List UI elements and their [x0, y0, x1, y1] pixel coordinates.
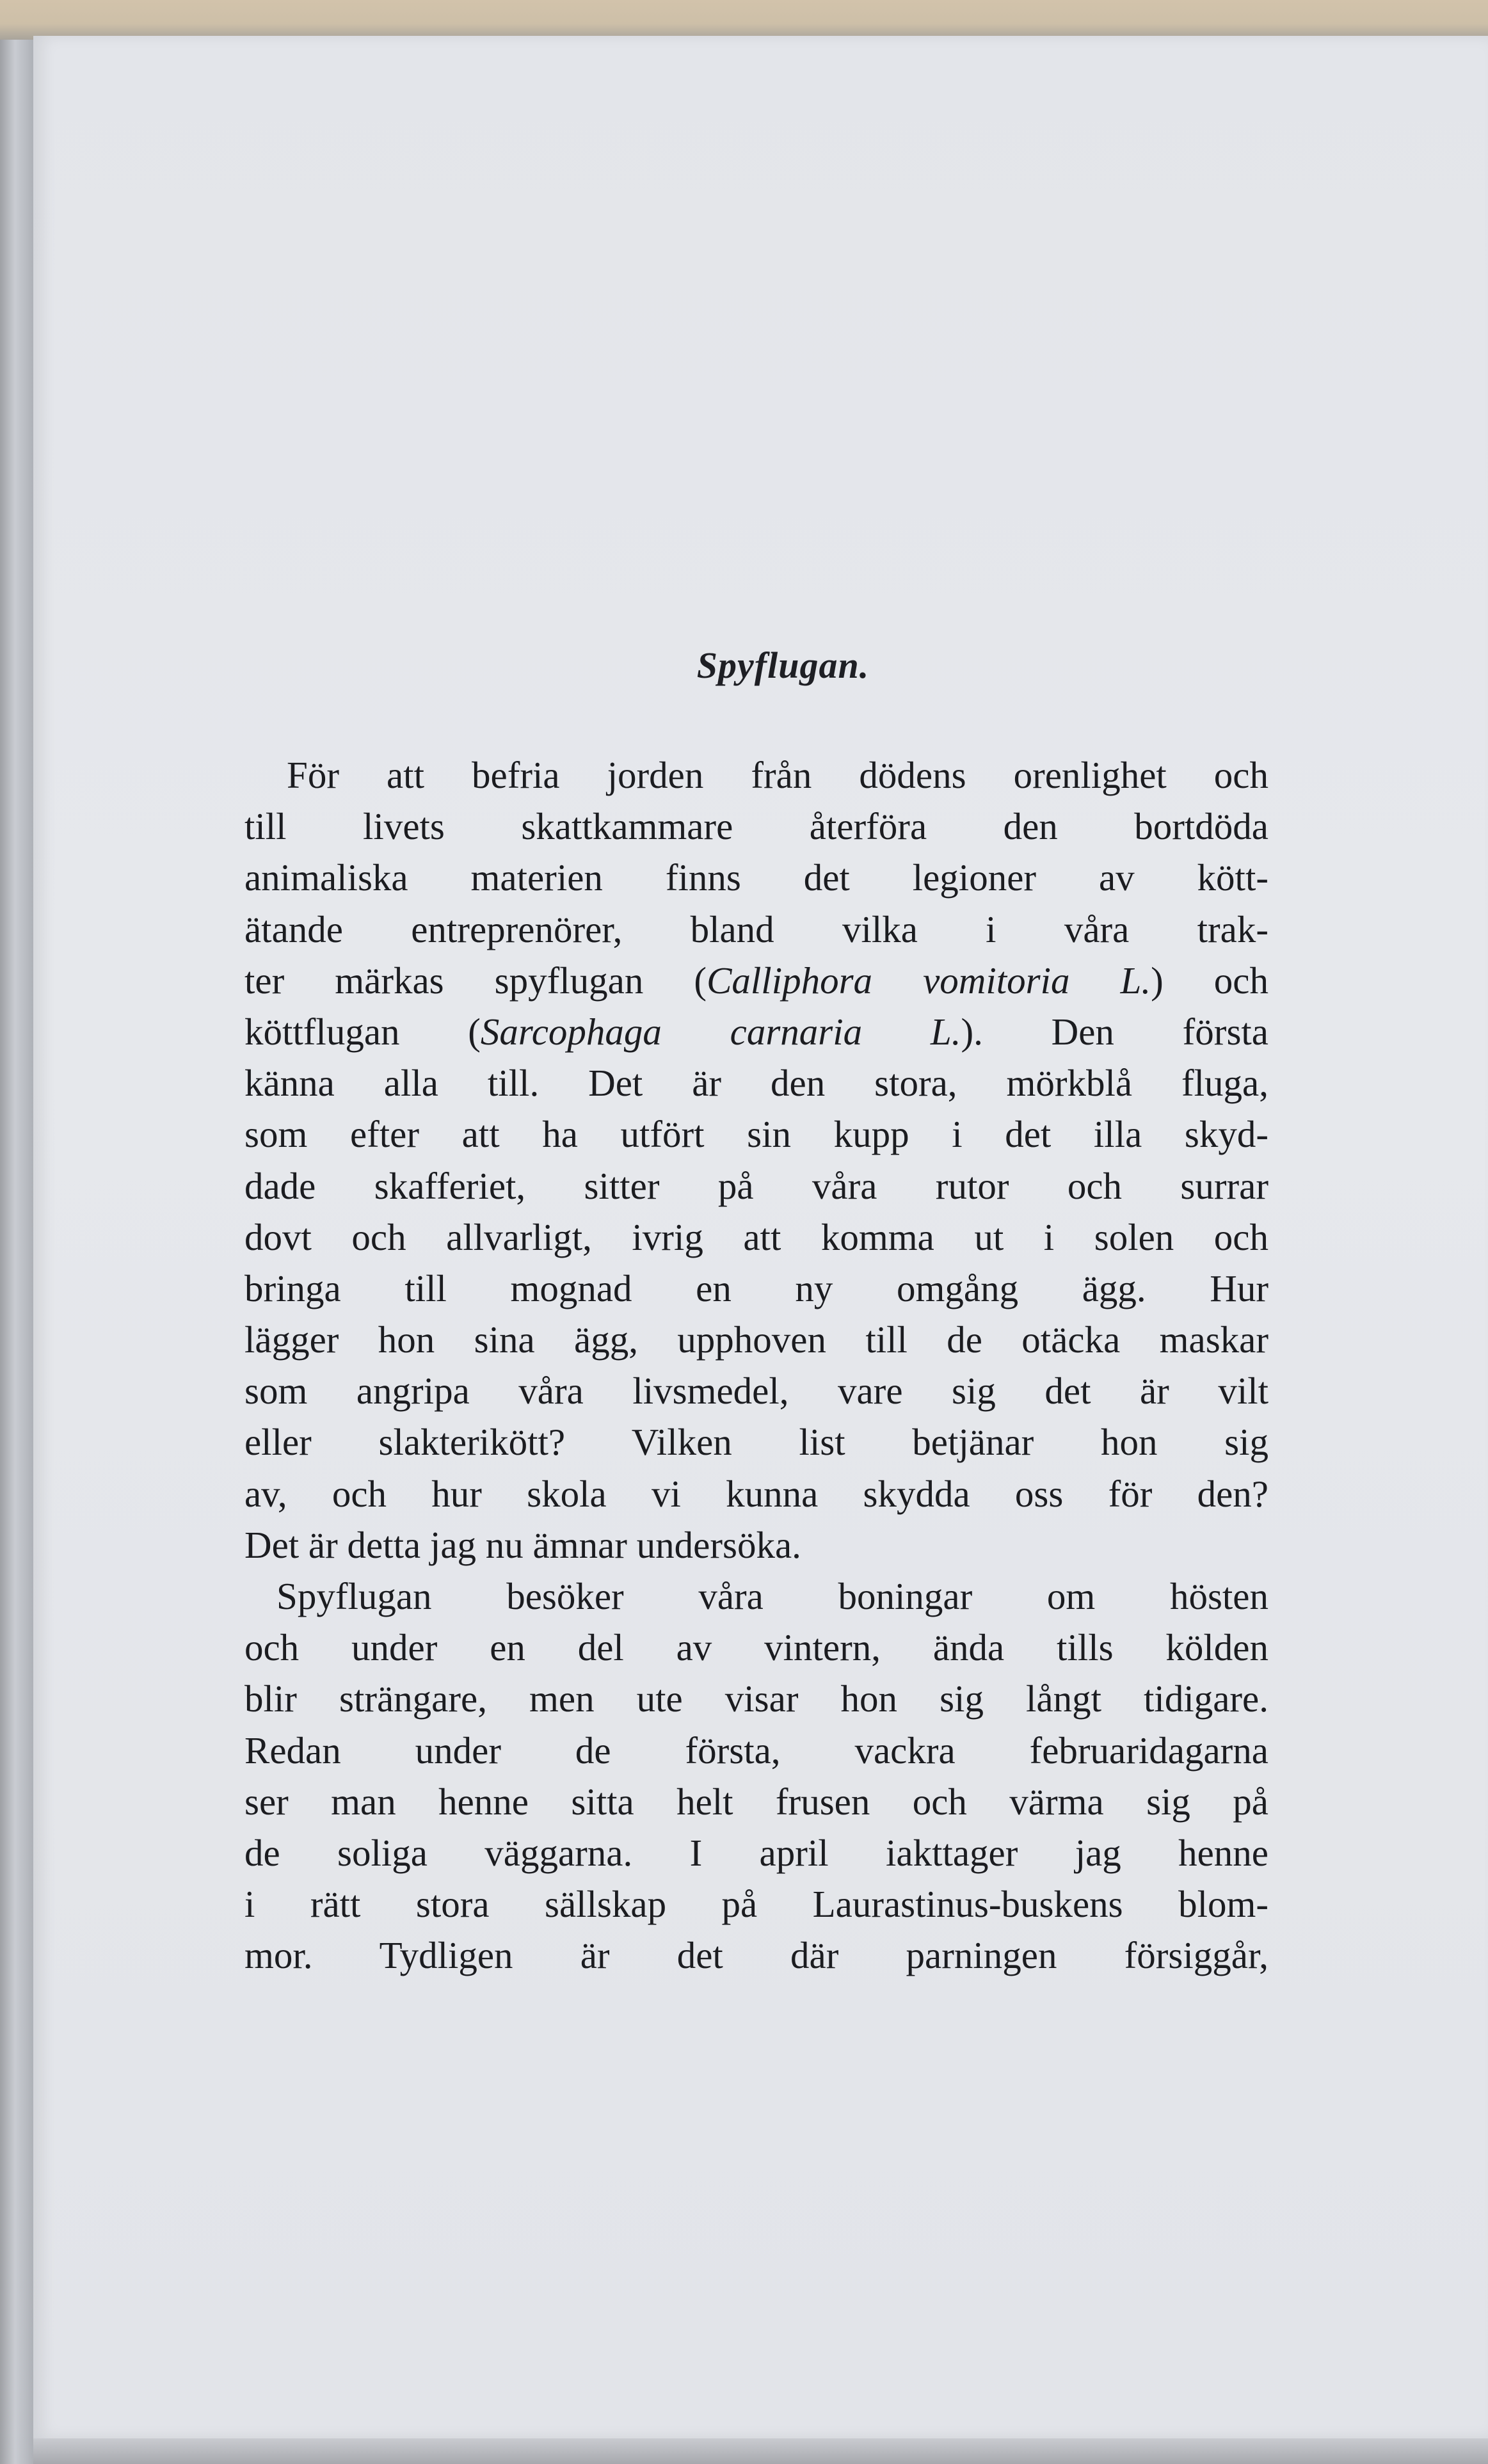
text-line: Det är detta jag nu ämnar undersöka.: [244, 1523, 801, 1566]
text-line: lägger hon sina ägg, upphoven till de otäcka maskar: [244, 1318, 1268, 1361]
page-bottom-edge: [33, 2438, 1488, 2464]
text-line: till livets skattkammare återföra den bortdöda: [244, 805, 1268, 848]
book-page: [33, 36, 1488, 2438]
text-line: För att befria jorden från dödens orenlighet och: [287, 754, 1268, 796]
text-line: mor. Tydligen är det där parningen försiggår,: [244, 1934, 1268, 1977]
text-line: Spyflugan besöker våra boningar om hösten: [276, 1575, 1268, 1617]
text-line: i rätt stora sällskap på Laurastinus-buskens blom-: [244, 1883, 1268, 1926]
text-line: av, och hur skola vi kunna skydda oss för den?: [244, 1472, 1268, 1515]
text-line: ser man henne sitta helt frusen och värma sig på: [244, 1780, 1268, 1823]
text-line: blir strängare, men ute visar hon sig långt tidigare.: [244, 1677, 1268, 1720]
body-text: [244, 749, 1268, 1981]
text-line: eller slakterikött? Vilken list betjänar hon sig: [244, 1421, 1268, 1464]
text-line: som efter att ha utfört sin kupp i det illa skyd-: [244, 1113, 1268, 1156]
text-line: animaliska materien finns det legioner av kött-: [244, 856, 1268, 899]
text-line: ätande entreprenörer, bland vilka i våra trak-: [244, 908, 1268, 950]
text-line: och under en del av vintern, ända tills kölden: [244, 1626, 1268, 1669]
chapter-title: Spyflugan.: [696, 644, 870, 686]
text-line: dade skafferiet, sitter på våra rutor och surrar: [244, 1164, 1268, 1207]
text-segment: ). Den första: [961, 1010, 1268, 1053]
text-line: känna alla till. Det är den stora, mörkblå fluga,: [244, 1062, 1268, 1105]
text-line: bringa till mognad en ny omgång ägg. Hur: [244, 1267, 1268, 1309]
book-edge-top: [0, 0, 1488, 40]
text-segment: köttflugan (: [244, 1010, 481, 1053]
text-line: Redan under de första, vackra februaridagarna: [244, 1729, 1268, 1772]
text-segment: ) och: [1151, 959, 1268, 1002]
book-spine-edge: [0, 40, 33, 2464]
species-name-italic: Calliphora vomitoria L.: [707, 959, 1151, 1002]
species-name-italic: Sarcophaga carnaria L.: [480, 1010, 961, 1053]
text-segment: ter märkas spyflugan (: [244, 959, 707, 1002]
text-line: dovt och allvarligt, ivrig att komma ut i solen och: [244, 1215, 1268, 1258]
text-line-with-species: [244, 1006, 1268, 1057]
text-line: som angripa våra livsmedel, vare sig det är vilt: [244, 1370, 1268, 1412]
text-line: de soliga väggarna. I april iakttager jag henne: [244, 1831, 1268, 1874]
text-line-with-species: [244, 955, 1268, 1006]
